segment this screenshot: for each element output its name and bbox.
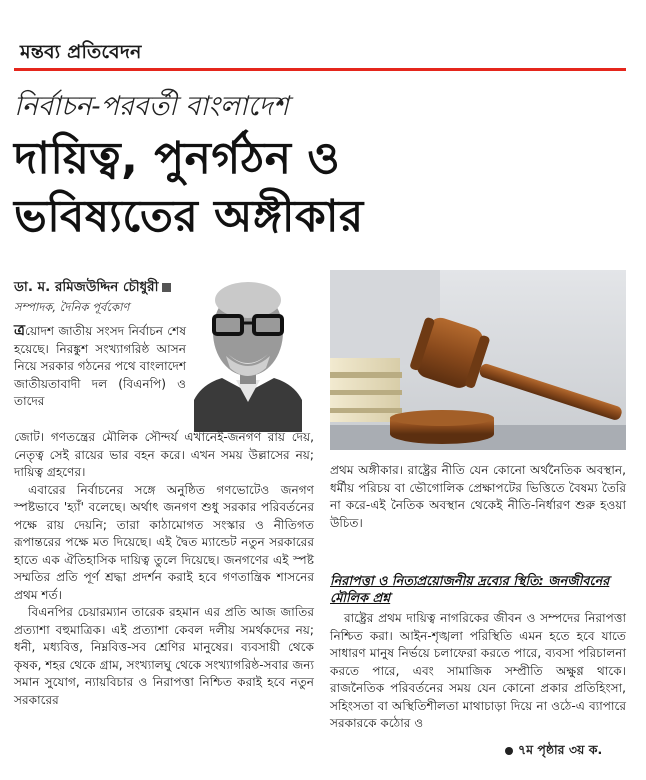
author-designation: সম্পাদক, দৈনিক পূর্বকোণ (14, 300, 130, 314)
right-paragraph-1: প্রথম অঙ্গীকার। রাষ্ট্রের নীতি যেন কোনো অর্থনৈতিক অবস্থান, ধর্মীয় পরিচয় বা ভৌগোলিক প্রেক্ষাপটের ভিত্তিতে বৈষম্য তৈরি না করে-এই নৈতিক অবস্থান থেকেই নীতি-নির্ধারণ শুরু হওয়া উচিত। (330, 463, 626, 530)
author-name: ডা. ম. রমিজউদ্দিন চৌধুরী (14, 279, 159, 295)
intro-paragraph (14, 322, 186, 411)
right-column-text-2 (330, 610, 626, 733)
left-column-text (14, 429, 314, 709)
paragraph-2: এবারের নির্বাচনের সঙ্গে অনুষ্ঠিত গণভোটেও জনগণ স্পষ্টভাবে 'হ্যাঁ' বলেছে। অর্থাৎ জনগণ শুধু সরকার পরিবর্তনের পক্ষে রায় দেয়নি; তারা কাঠামোগত সংস্কার ও নীতিগত রূপান্তরের পক্ষে মত দিয়েছে। এই দ্বৈত ম্যান্ডেট নতুন সরকারের হাতে এক ঐতিহাসিক দায়িত্ব তুলে দিয়েছে। জনগণের এই স্পষ্ট সম্মতির প্রতি পূর্ণ শ্রদ্ধা প্রদর্শন করাই হবে গণতান্ত্রিক শাসনের প্রথম শর্ত। (14, 482, 314, 602)
right-column-text (330, 462, 626, 532)
continued-note[interactable] (505, 742, 602, 762)
headline-line-1: দায়িত্ব, পুনর্গঠন ও (14, 133, 341, 184)
section-label: মন্তব্য প্রতিবেদন (20, 41, 142, 63)
paragraph-3: বিএনপির চেয়ারম্যান তারেক রহমান এর প্রতি আজ জাতির প্রত্যাশা বহুমাত্রিক। এই প্রত্যাশা কেবল দলীয় সমর্থকদের নয়; ধনী, মধ্যবিত্ত, নিম্নবিত্ত-সব শ্রেণির মানুষের। ব্যবসায়ী থেকে কৃষক, শহর থেকে গ্রাম, সংখ্যালঘু থেকে সংখ্যাগরিষ্ঠ-সবার জন্য সমান সুযোগ, ন্যায়বিচার ও নিরাপত্তা নিশ্চিত করাই হবে নতুন সরকারের (14, 605, 314, 707)
section-rule (14, 68, 626, 71)
headline (14, 130, 634, 246)
continued-text: ৭ম পৃষ্ঠার ৩য় ক. (518, 742, 603, 757)
subheading: নিরাপত্তা ও নিত্যপ্রয়োজনীয় দ্রব্যের স্থিতি: জনজীবনের মৌলিক প্রশ্ন (330, 574, 610, 606)
right-paragraph-2: রাষ্ট্রের প্রথম দায়িত্ব নাগরিকের জীবন ও সম্পদের নিরাপত্তা নিশ্চিত করা। আইন-শৃঙ্খলা পরিস্থিতি এমন হতে হবে যাতে সাধারণ মানুষ নির্ভয়ে চলাফেরা করতে পারে, ব্যবসা পরিচালনা করতে পারে, এবং সামাজিক সম্প্রীতি অক্ষুণ্ণ থাকে। রাজনৈতিক পরিবর্তনের সময় যেন কোনো প্রকার প্রতিহিংসা, সহিংসতা বা অস্থিতিশীলতা মাথাচাড়া দিয়ে না ওঠে-এ ব্যাপারে সরকারকে কঠোর ও (330, 611, 626, 730)
intro-continued: জোট। গণতন্ত্রের মৌলিক সৌন্দর্য এখানেই-জনগণ রায় দেয়, নেতৃত্ব সেই রায়ের ভার বহন করে। এখন সময় উল্লাসের নয়; দায়িত্ব গ্রহণের। (14, 430, 314, 479)
gavel-photo (330, 270, 626, 450)
intro-text: য়োদশ জাতীয় সংসদ নির্বাচন শেষ হয়েছে। নিরঙ্কুশ সংখ্যাগরিষ্ঠ আসন নিয়ে সরকার গঠনের পথে বাংলাদেশ জাতীয়তাবাদী দল (বিএনপি) ও তাদের (14, 324, 186, 408)
author-portrait (192, 272, 304, 432)
kicker: নির্বাচন-পরবর্তী বাংলাদেশ (14, 91, 289, 122)
dropcap: ত্র (14, 321, 26, 339)
headline-line-2: ভবিষ্যতের অঙ্গীকার (14, 191, 364, 242)
byline (14, 276, 171, 299)
dot-bullet-icon (505, 747, 513, 755)
square-bullet-icon (162, 283, 171, 292)
